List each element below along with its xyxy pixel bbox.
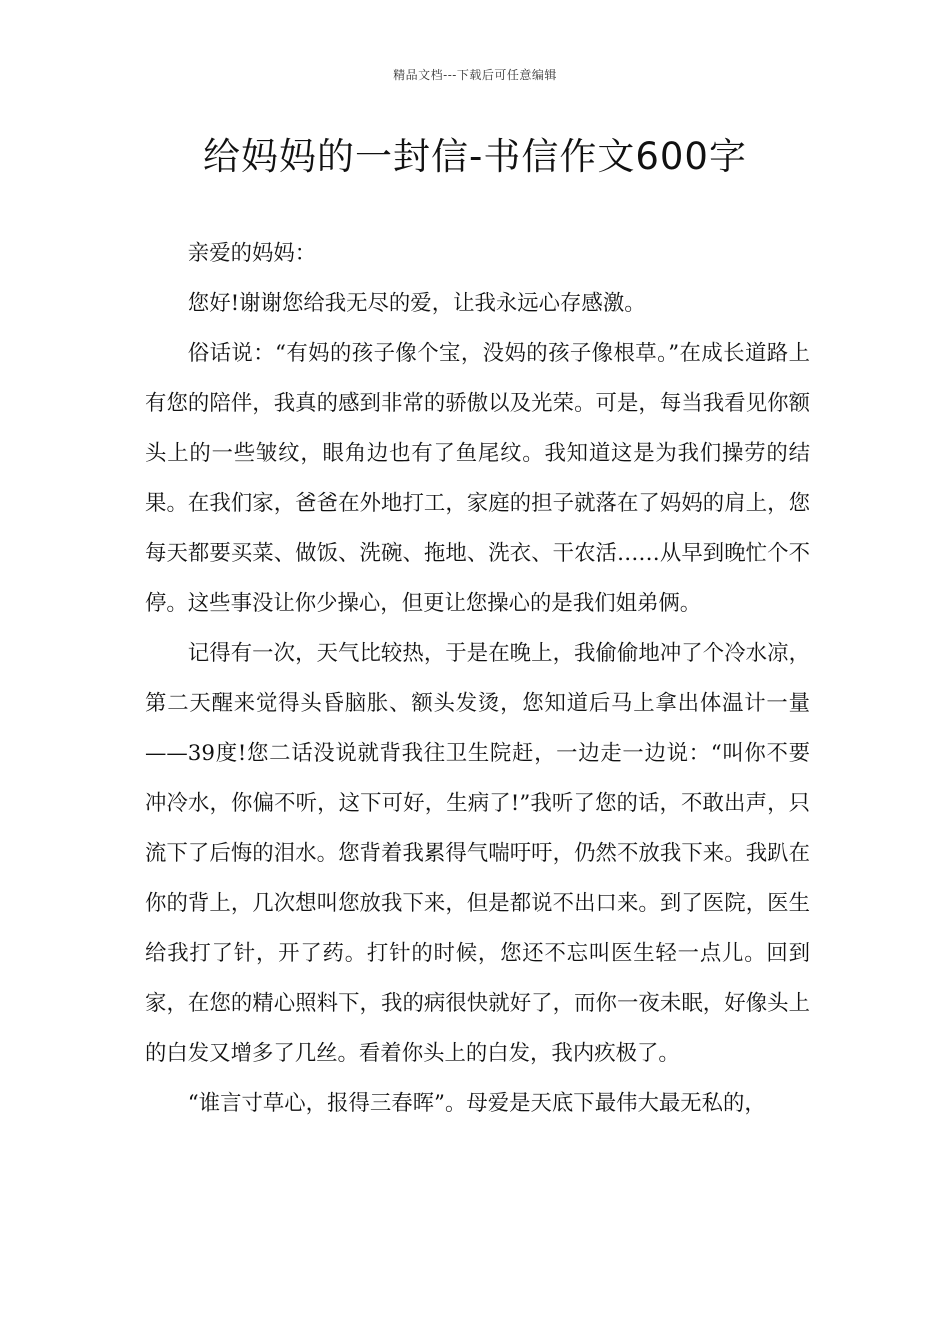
header-note: 精品文档---下载后可任意编辑	[393, 68, 557, 82]
paragraph-body: “谁言寸草心，报得三春晖”。母爱是天底下最伟大最无私的，	[187, 1091, 766, 1116]
paragraph-body: 记得有一次，天气比较热，于是在晚上，我偷偷地冲了个冷水凉，第二天醒来觉得头昏脑胀、额头发烫，您知道后马上拿出体温计一量——39度!您二话没说就背我往卫生院赶，一边走一边说：“叫你不要冲冷水，你偏不听，这下可好，生病了!”我听了您的话，不敢出声，只流下了后悔的泪水。您背着我累得气喘吁吁，仍然不放我下来。我趴在你的背上，几次想叫您放我下来，但是都说不出口来。到了医院，医生给我打了针，开了药。打针的时候，您还不忘叫医生轻一点儿。回到家，在您的精心照料下，我的病很快就好了，而你一夜未眠，好像头上的白发又增多了几丝。看着你头上的白发，我内疚极了。	[145, 641, 810, 1066]
paragraph-salutation: 亲爱的妈妈：	[187, 241, 317, 266]
letter-body	[145, 229, 810, 1129]
paragraph-greeting: 您好!谢谢您给我无尽的爱，让我永远心存感激。	[187, 291, 646, 316]
document-title: 给妈妈的一封信-书信作文600字	[203, 135, 747, 178]
paragraph-body: 俗话说：“有妈的孩子像个宝，没妈的孩子像根草。”在成长道路上有您的陪伴，我真的感到非常的骄傲以及光荣。可是，每当我看见你额头上的一些皱纹，眼角边也有了鱼尾纹。我知道这是为我们操劳的结果。在我们家，爸爸在外地打工，家庭的担子就落在了妈妈的肩上，您每天都要买菜、做饭、洗碗、拖地、洗衣、干农活……从早到晚忙个不停。这些事没让你少操心，但更让您操心的是我们姐弟俩。	[145, 341, 810, 616]
